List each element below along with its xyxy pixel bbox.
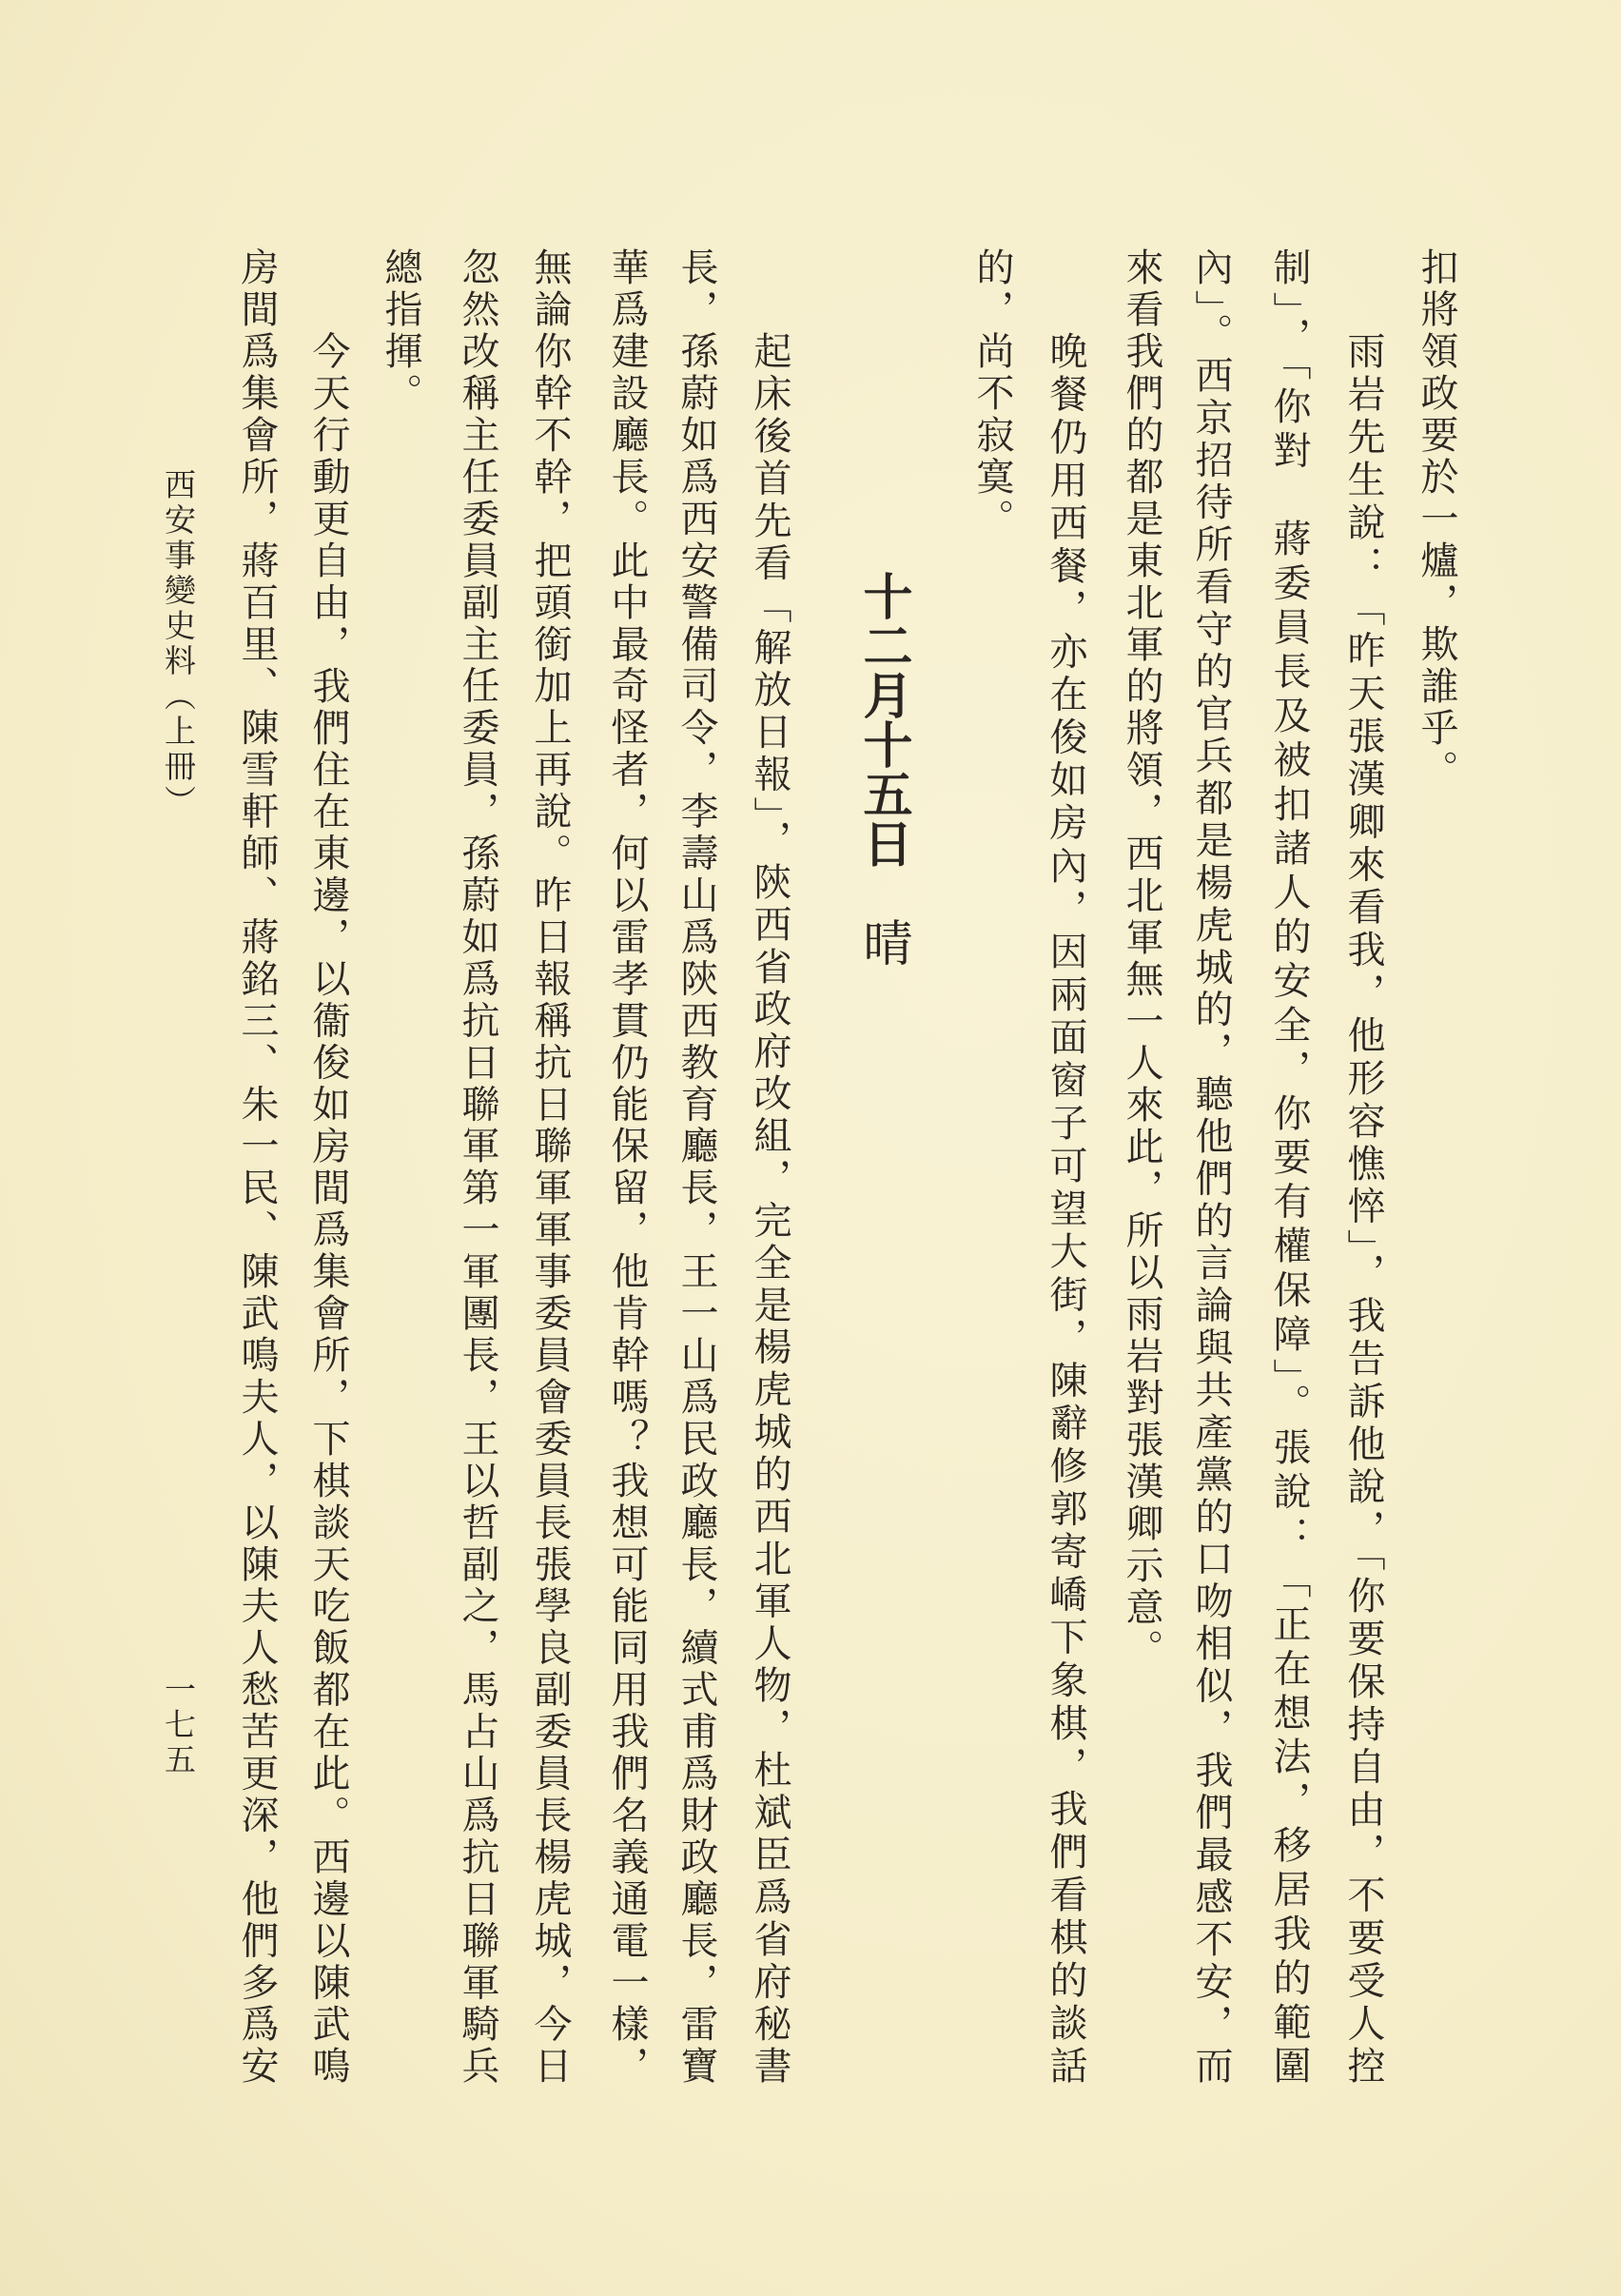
heading-weather: 晴 — [854, 917, 911, 967]
text-column: 長，孫蔚如爲西安警備司令，李壽山爲陝西教育廳長，王一山爲民政廳長，續式甫爲財政廳長，雷寶 — [674, 247, 718, 2084]
date-heading — [854, 571, 912, 1018]
text-column: 晚餐仍用西餐，亦在俊如房內，因兩面窗子可望大街，陳辭修郭寄嶠下象棋，我們看棋的談話 — [1044, 331, 1087, 2084]
text-column: 房間爲集會所，蔣百里、陳雪軒師、蔣銘三、朱一民、陳武鳴夫人，以陳夫人愁苦更深，他們多爲安 — [235, 247, 279, 2084]
text-column: 今天行動更自由，我們住在東邊，以衞俊如房間爲集會所，下棋談天吃飯都在此。西邊以陳武鳴 — [306, 331, 350, 2084]
book-title-footer: 西安事變史料（上冊） — [160, 468, 197, 820]
text-column: 無論你幹不幹，把頭銜加上再說。昨日報稱抗日聯軍軍事委員會委員長張學良副委員長楊虎城，今日 — [528, 247, 572, 2084]
text-column: 起床後首先看「解放日報」，陝西省政府改組，完全是楊虎城的西北軍人物，杜斌臣爲省府秘書 — [748, 331, 791, 2084]
text-column: 總指揮。 — [379, 247, 422, 415]
page-number: 一七五 — [160, 1673, 197, 1778]
text-column: 雨岩先生說：「昨天張漢卿來看我，他形容憔悴」，我告訴他說，「你要保持自由，不要受人控 — [1341, 331, 1385, 2084]
heading-date: 十二月十五日 — [854, 571, 912, 868]
text-column: 扣將領政要於一爐，欺誰乎。 — [1415, 247, 1458, 792]
text-column: 來看我們的都是東北軍的將領，西北軍無一人來此，所以雨岩對張漢卿示意。 — [1120, 247, 1163, 1671]
text-column: 華爲建設廳長。此中最奇怪者，何以雷孝貫仍能保留，他肯幹嗎？我想可能同用我們名義通電一樣， — [605, 247, 649, 2084]
text-column: 的，尚不寂寞。 — [970, 247, 1014, 540]
text-column: 制」，「你對 蔣委員長及被扣諸人的安全，你要有權保障」。張說：「正在想法，移居我的範圍 — [1267, 247, 1311, 2084]
text-column: 忽然改稱主任委員副主任委員，孫蔚如爲抗日聯軍第一軍團長，王以哲副之，馬占山爲抗日聯軍騎兵 — [456, 247, 499, 2084]
text-column: 內」。西京招待所看守的官兵都是楊虎城的，聽他們的言論與共產黨的口吻相似，我們最感不安，而 — [1189, 247, 1233, 2084]
